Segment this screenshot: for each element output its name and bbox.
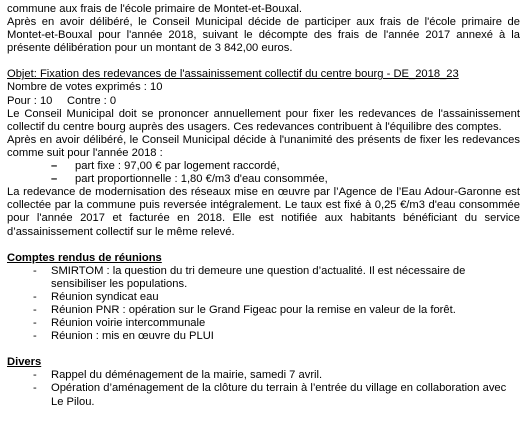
vote-pour: Pour : 10	[7, 94, 53, 107]
list-item: - Rappel du déménagement de la mairie, samedi 7 avril.	[33, 369, 520, 382]
meetings-list	[7, 265, 520, 344]
paragraph: La redevance de modernisation des réseaux mise en œuvre par l’Agence de l’Eau Adour-Garonne est collectée par la commune puis reversée intégralement. Le taux est fixé à 0,25 €/m3 d'eau consommée pour l'année 2017 et facturée en 2018. Elle est notifiée aux habitants bénéficiant du service d’assainissement collectif sur le même relevé.	[7, 186, 520, 238]
tariff-list	[7, 160, 520, 186]
paragraph: commune aux frais de l'école primaire de Montet-et-Bouxal.	[7, 3, 303, 15]
list-item: – part proportionnelle : 1,80 €/m3 d'eau consommée,	[51, 173, 520, 186]
paragraph: Après en avoir délibéré, le Conseil Municipal décide de participer aux frais de l'école primaire de Montet-et-Bouxal pour l'année 2018, suivant le décompte des frais de l'année 2017 annexé à la présente délibération pour un montant de 3 842,00 euros.	[7, 16, 520, 55]
list-item: - Réunion syndicat eau	[33, 291, 520, 304]
votes-count: Nombre de votes exprimés : 10	[7, 81, 163, 94]
vote-contre: Contre : 0	[67, 94, 117, 107]
list-item: – part fixe : 97,00 € par logement raccordé,	[51, 160, 520, 173]
paragraph: Après en avoir délibéré, le Conseil Municipal décide à l'unanimité des présents de fixer les redevances comme suit pour l'année 2018 :	[7, 133, 520, 159]
section-heading: Comptes rendus de réunions	[7, 251, 162, 264]
list-item: - SMIRTOM : la question du tri demeure une question d’actualité. Il est nécessaire de sensibiliser les populations.	[33, 265, 520, 291]
paragraph: Le Conseil Municipal doit se prononcer annuellement pour fixer les redevances de l'assainissement collectif du centre bourg auprès des usagers. Ces redevances contribuent à l'équilibre des comptes.	[7, 107, 520, 133]
section-heading: Divers	[7, 356, 42, 369]
vote-result	[7, 95, 520, 108]
list-item: - Opération d’aménagement de la clôture du terrain à l’entrée du village en collaboration avec Le Pilou.	[33, 382, 520, 408]
list-item: - Réunion PNR : opération sur le Grand Figeac pour la remise en valeur de la forêt.	[33, 304, 520, 317]
misc-list	[7, 369, 520, 408]
objet-heading: Objet: Fixation des redevances de l'assainissement collectif du centre bourg - DE_2018_23	[7, 68, 459, 81]
list-item: - Réunion voirie intercommunale	[33, 317, 520, 330]
list-item: - Réunion : mis en œuvre du PLUI	[33, 330, 520, 343]
